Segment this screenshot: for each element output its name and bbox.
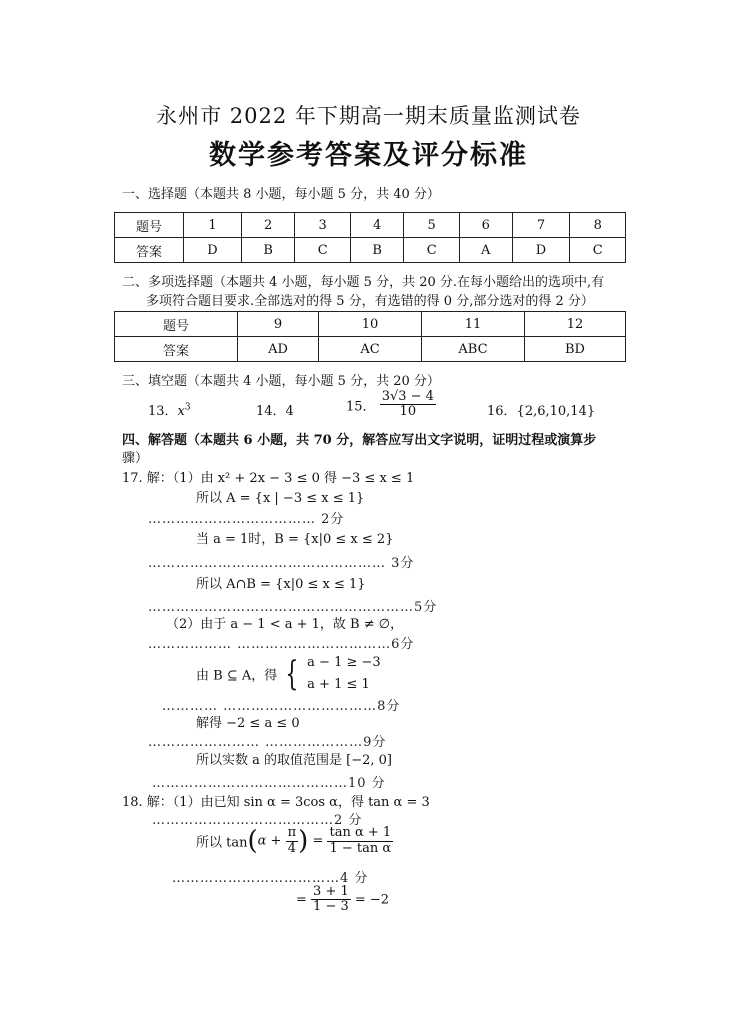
tan-arg: α + xyxy=(257,833,282,849)
fraction-denominator: 4 xyxy=(287,840,296,856)
answer-cell: D xyxy=(184,238,242,263)
fraction-denominator: 10 xyxy=(399,404,417,420)
q17-case-a1: 当 a = 1时，B = {x|0 ≤ x ≤ 2} xyxy=(196,532,394,547)
answer-key-title: 数学参考答案及评分标准 xyxy=(209,140,528,171)
eval-fraction xyxy=(311,885,351,915)
table-row xyxy=(115,312,626,337)
q17-subset-prefix: 由 B ⊆ A，得 xyxy=(196,668,278,684)
answer-cell: A xyxy=(459,238,512,263)
answer-cell: AD xyxy=(238,337,319,362)
tan-sum-fraction xyxy=(327,826,393,856)
section2-title-cont: 多项符合题目要求.全部选对的得 5 分，有选错的得 0 分,部分选对的得 2 分） xyxy=(146,294,594,309)
question-number: 10 xyxy=(319,312,422,337)
answer-cell: C xyxy=(404,238,459,263)
answer-13-base: x xyxy=(177,404,185,419)
answer-13 xyxy=(148,400,191,419)
q17-subset xyxy=(196,652,381,696)
section2-title: 二、多项选择题（本题共 4 小题，每小题 5 分，共 20 分.在每小题给出的选项中,有 xyxy=(122,275,605,290)
q17-solve: 解得 −2 ≤ a ≤ 0 xyxy=(196,716,300,731)
q17-score-3: …………………………………………… 3分 xyxy=(148,556,415,571)
equals-sign: = xyxy=(296,892,307,908)
question-number: 3 xyxy=(295,213,350,238)
q17-set-a: 所以 A = {x | −3 ≤ x ≤ 1} xyxy=(196,491,365,506)
section3-title: 三、填空题（本题共 4 小题，每小题 5 分，共 20 分） xyxy=(122,374,440,389)
fraction-denominator: 1 − tan α xyxy=(329,840,392,856)
q18-score-2: …………………………………2 分 xyxy=(152,813,363,828)
fraction-numerator: 3 + 1 xyxy=(313,884,349,899)
q17-intersection: 所以 A∩B = {x|0 ≤ x ≤ 1} xyxy=(196,577,366,592)
answer-cell: ABC xyxy=(422,337,525,362)
row-label: 答案 xyxy=(115,238,184,263)
answer-cell: D xyxy=(512,238,570,263)
section4-title: 四、解答题（本题共 6 小题，共 70 分，解答应写出文字说明，证明过程或演算步 xyxy=(122,433,597,448)
q17-line1 xyxy=(122,467,414,486)
question-number: 2 xyxy=(241,213,295,238)
answer-cell: B xyxy=(350,238,404,263)
q17-inequality: x² + 2x − 3 ≤ 0 得 −3 ≤ x ≤ 1 xyxy=(217,471,415,486)
q18-given: sin α = 3cos α，得 tan α = 3 xyxy=(243,795,430,810)
section2-table xyxy=(114,311,626,362)
answer-cell: B xyxy=(241,238,295,263)
answer-cell: C xyxy=(295,238,350,263)
section4-title-cont: 骤） xyxy=(122,451,149,466)
answer-15-label: 15． xyxy=(346,399,376,415)
pi-over-4 xyxy=(286,826,299,856)
q17-score-2: ……………………………… 2分 xyxy=(148,512,345,527)
tan-prefix: 所以 tan xyxy=(196,835,248,851)
q18-head: 18. 解：（1）由已知 xyxy=(122,795,240,810)
question-number: 12 xyxy=(525,312,626,337)
fraction-denominator: 1 − 3 xyxy=(313,899,349,915)
table-row xyxy=(115,238,626,263)
q18-line1 xyxy=(122,791,430,810)
q18-score-4: ………………………………4 分 xyxy=(172,871,369,886)
exam-title: 永州市 2022 年下期高一期末质量监测试卷 xyxy=(156,104,581,128)
fraction-numerator: tan α + 1 xyxy=(329,825,392,841)
paren-open: ( xyxy=(247,826,258,856)
row-label: 题号 xyxy=(115,312,238,337)
eval-result: = −2 xyxy=(354,892,390,908)
system-brace: { xyxy=(285,654,299,695)
answer-cell: BD xyxy=(525,337,626,362)
answer-15 xyxy=(346,390,436,420)
question-number: 1 xyxy=(184,213,242,238)
q17-score-5: …………………………………………………5分 xyxy=(148,600,438,615)
equals-sign: = xyxy=(312,833,324,849)
answer-13-label: 13． xyxy=(148,404,178,419)
q17-range: 所以实数 a 的取值范围是 [−2, 0] xyxy=(196,753,392,768)
q17-score-10: ……………………………………10 分 xyxy=(152,776,386,791)
q18-tan-identity xyxy=(196,826,393,856)
question-number: 11 xyxy=(422,312,525,337)
q17-head: 17. 解：（1）由 xyxy=(122,471,214,486)
question-number: 8 xyxy=(570,213,626,238)
question-number: 9 xyxy=(238,312,319,337)
question-number: 5 xyxy=(404,213,459,238)
system-line-1: a − 1 ≥ −3 xyxy=(307,655,381,670)
fraction-numerator: π xyxy=(287,825,297,841)
q17-score-6: ……………… ……………………………6分 xyxy=(148,637,415,652)
q17-score-9: …………………… …………………9分 xyxy=(148,735,387,750)
q17-part2: （2）由于 a − 1 < a + 1，故 B ≠ ∅， xyxy=(166,617,404,632)
answer-13-exp: 3 xyxy=(184,402,191,413)
answer-cell: C xyxy=(570,238,626,263)
answer-16: 16．{2,6,10,14} xyxy=(487,404,596,419)
answer-14: 14．4 xyxy=(256,404,294,419)
section1-title: 一、选择题（本题共 8 小题，每小题 5 分，共 40 分） xyxy=(122,187,440,202)
section1-table xyxy=(114,212,626,263)
row-label: 题号 xyxy=(115,213,184,238)
question-number: 6 xyxy=(459,213,512,238)
table-row xyxy=(115,337,626,362)
answer-cell: AC xyxy=(319,337,422,362)
question-number: 7 xyxy=(512,213,570,238)
row-label: 答案 xyxy=(115,337,238,362)
paren-close: ) xyxy=(298,826,309,856)
answer-15-fraction xyxy=(380,390,436,420)
fraction-numerator: 3√3 − 4 xyxy=(381,389,434,404)
inequality-system xyxy=(307,652,381,696)
table-row xyxy=(115,213,626,238)
question-number: 4 xyxy=(350,213,404,238)
q18-evaluation xyxy=(296,885,389,915)
system-line-2: a + 1 ≤ 1 xyxy=(307,677,370,693)
q17-score-8: ………… ……………………………8分 xyxy=(162,699,401,714)
